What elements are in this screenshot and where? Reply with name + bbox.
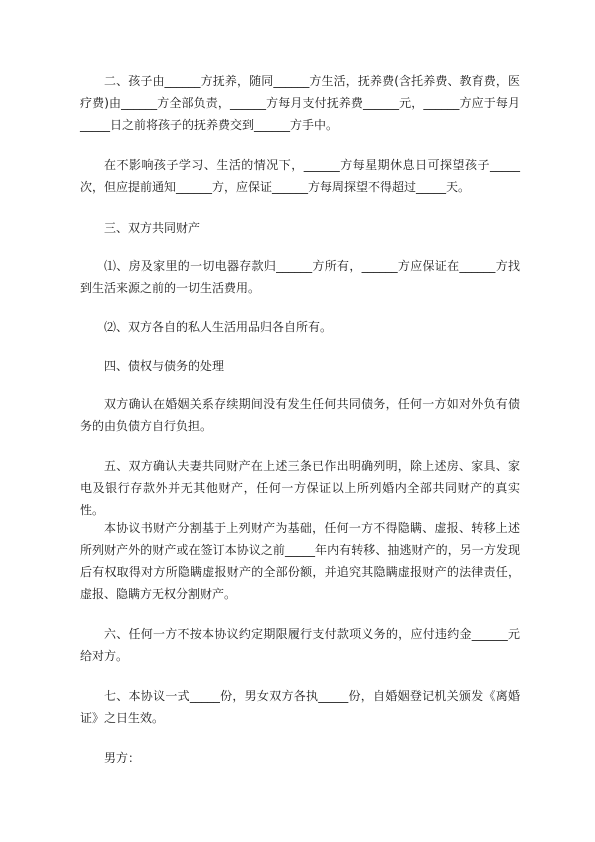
debt-paragraph: 双方确认在婚姻关系存续期间没有发生任何共同债务，任何一方如对外负有债务的由负债方自行负担。 (80, 397, 520, 433)
signature-male-label: 男方： (104, 751, 141, 765)
clause-5-paragraph: 五、双方确认夫妻共同财产在上述三条已作出明确列明，除上述房、家具、家电及银行存款外并无其他财产，任何一方保证以上所列婚内全部共同财产的真实性。 (80, 459, 520, 517)
clause-2-custody: 二、孩子由______方抚养，随同______方生活，抚养费(含托养费、教育费，医疗费)由______方全部负责，______方每月支付抚养费______元，______方应于每月_____日之前将孩子的抚养费交到______方手中。 (80, 74, 520, 132)
clause-6-paragraph: 六、任何一方不按本协议约定期限履行支付款项义务的，应付违约金______元给对方。 (80, 627, 520, 663)
property-item-2: ⑵、双方各自的私人生活用品归各自所有。 (104, 320, 333, 334)
section-4-heading: 四、债权与债务的处理 (104, 359, 225, 373)
clause-7-paragraph: 七、本协议一式_____份，男女双方各执_____份，自婚姻登记机关颁发《离婚证》之日生效。 (80, 689, 520, 725)
visitation-paragraph: 在不影响孩子学习、生活的情况下，______方每星期休息日可探望孩子_____次，但应提前通知______方，应保证______方每周探望不得超过_____天。 (80, 158, 520, 194)
section-3-heading: 三、双方共同财产 (104, 221, 201, 235)
property-item-1: ⑴、房及家里的一切电器存款归______方所有，______方应保证在______方找到生活来源之前的一切生活费用。 (80, 259, 520, 295)
asset-division-paragraph: 本协议书财产分割基于上列财产为基础，任何一方不得隐瞒、虚报、转移上述所列财产外的财产或在签订本协议之前_____年内有转移、抽逃财产的，另一方发现后有权取得对方所隐瞒虚报财产的全部份额，并追究其隐瞒虚报财产的法律责任，虚报、隐瞒方无权分割财产。 (80, 521, 520, 601)
